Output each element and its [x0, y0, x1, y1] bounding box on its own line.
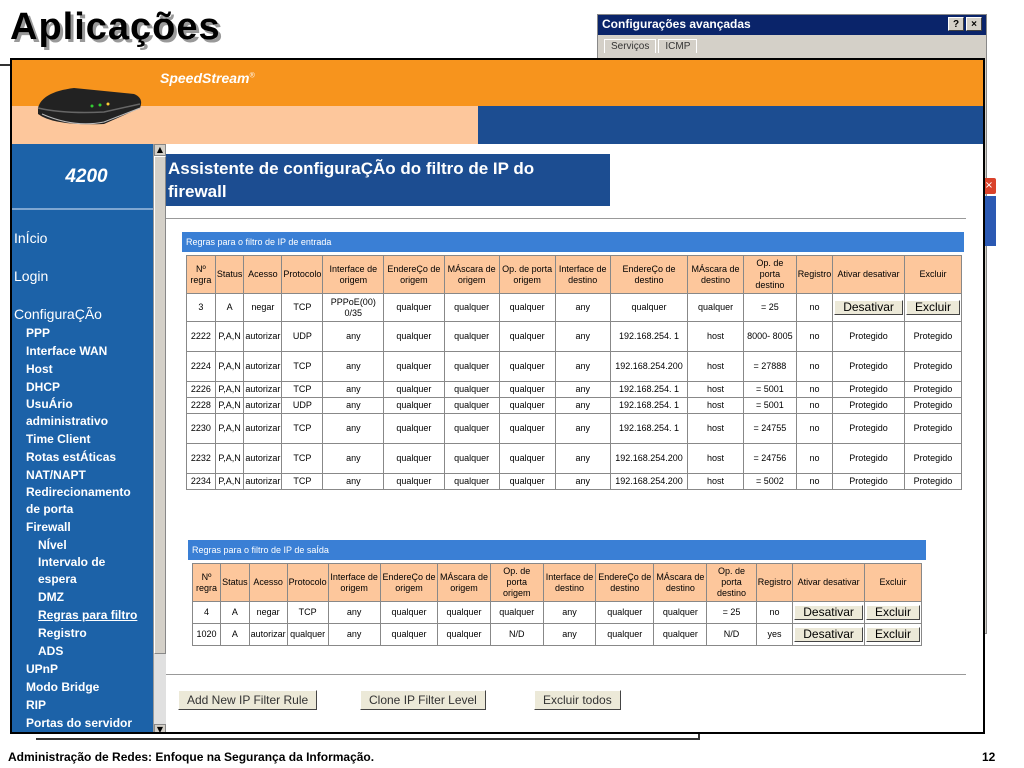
cell-protocolo: TCP [287, 602, 328, 624]
cell-porta-destino: = 5001 [743, 382, 796, 398]
table-row [193, 624, 922, 646]
scroll-up-icon[interactable]: ▲ [154, 144, 166, 156]
cell-status: P,A,N [215, 474, 244, 490]
background-window-edge [984, 196, 996, 246]
cell-protocolo: TCP [282, 294, 323, 322]
table-row [187, 398, 962, 414]
cell-registro: no [796, 352, 833, 382]
column-header-ativar: Ativar desativar [793, 564, 865, 602]
table-row [187, 474, 962, 490]
cell-protocolo: TCP [282, 444, 323, 474]
cell-porta-destino: = 24755 [743, 414, 796, 444]
inbound-rules-table [186, 255, 962, 490]
cell-if-destino: any [555, 352, 610, 382]
column-header-excluir: Excluir [864, 564, 921, 602]
cell-excluir: Protegido [904, 398, 961, 414]
cell-excluir: Protegido [904, 474, 961, 490]
nav-time-client[interactable]: Time Client [26, 432, 91, 446]
column-header-end-origem: EndereÇo de origem [380, 564, 438, 602]
column-header-excluir: Excluir [904, 256, 961, 294]
nav-fw-dmz[interactable]: DMZ [38, 590, 64, 604]
nav-fw-log[interactable]: Registro [38, 626, 87, 640]
table-row [187, 294, 962, 322]
cell-status: A [215, 294, 244, 322]
cell-protocolo: TCP [282, 352, 323, 382]
cell-end-origem: qualquer [384, 352, 444, 382]
scroll-thumb[interactable] [154, 156, 166, 654]
cell-registro: no [796, 322, 833, 352]
cell-end-origem: qualquer [380, 602, 438, 624]
cell-porta-origem: qualquer [499, 352, 555, 382]
nav-fw-level[interactable]: NÍvel [38, 538, 67, 552]
cell-registro: no [796, 382, 833, 398]
cell-if-origem: any [328, 624, 380, 646]
close-icon[interactable]: × [966, 17, 982, 31]
help-icon[interactable]: ? [948, 17, 964, 31]
table-row [193, 602, 922, 624]
cell-if-origem: any [323, 352, 384, 382]
nav-server-ports[interactable]: Portas do servidor [26, 716, 133, 730]
sidebar-scrollbar[interactable] [153, 144, 166, 734]
cell-num: 3 [187, 294, 216, 322]
table-row [187, 382, 962, 398]
cell-num: 2228 [187, 398, 216, 414]
nav-admin-user-2[interactable]: administrativo [26, 414, 109, 428]
cell-ativar: Protegido [833, 382, 905, 398]
sidebar-nav [12, 144, 153, 734]
cell-masc-origem: qualquer [444, 294, 499, 322]
cell-acesso: negar [244, 294, 282, 322]
column-header-status: Status [221, 564, 250, 602]
cell-ativar [793, 602, 865, 624]
cell-excluir: Protegido [904, 414, 961, 444]
cell-status: P,A,N [215, 352, 244, 382]
cell-end-origem: qualquer [384, 474, 444, 490]
cell-registro: no [796, 398, 833, 414]
cell-protocolo: TCP [282, 414, 323, 444]
cell-end-destino: qualquer [596, 624, 654, 646]
cell-porta-origem: qualquer [499, 294, 555, 322]
column-header-masc-destino: MÁscara de destino [688, 256, 744, 294]
brand-logo: SpeedStream® [160, 70, 255, 86]
cell-end-destino: 192.168.254. 1 [610, 382, 687, 398]
nav-nat[interactable]: NAT/NAPT [26, 468, 86, 482]
nav-fw-timeout[interactable]: Intervalo de [38, 555, 106, 569]
cell-masc-origem: qualquer [444, 474, 499, 490]
cell-porta-destino: = 5001 [743, 398, 796, 414]
divider [166, 218, 966, 219]
outbound-rules-table [192, 563, 922, 646]
cell-if-origem: any [323, 444, 384, 474]
cell-masc-origem: qualquer [438, 602, 491, 624]
cell-num: 2232 [187, 444, 216, 474]
table-row [187, 414, 962, 444]
cell-masc-origem: qualquer [444, 398, 499, 414]
cell-masc-origem: qualquer [444, 352, 499, 382]
cell-masc-origem: qualquer [444, 414, 499, 444]
cell-end-origem: qualquer [384, 414, 444, 444]
nav-bridge[interactable]: Modo Bridge [26, 680, 100, 694]
column-header-masc-destino: MÁscara de destino [654, 564, 707, 602]
model-label: 4200 [65, 166, 108, 187]
column-header-porta-destino: Op. de porta destino [743, 256, 796, 294]
cell-protocolo: TCP [282, 382, 323, 398]
router-admin-window [10, 58, 985, 734]
cell-ativar: Protegido [833, 398, 905, 414]
nav-upnp[interactable]: UPnP [26, 662, 59, 676]
nav-port-forward[interactable]: Redirecionamento [26, 485, 131, 499]
cell-if-destino: any [555, 382, 610, 398]
cell-num: 4 [193, 602, 221, 624]
cell-ativar [793, 624, 865, 646]
cell-registro: no [796, 474, 833, 490]
clone-level-button[interactable]: Clone IP Filter Level [360, 690, 486, 710]
cell-porta-destino: 8000- 8005 [743, 322, 796, 352]
cell-if-destino: any [555, 398, 610, 414]
dialog-title: Configurações avançadas [602, 17, 751, 31]
tab-icmp[interactable]: ICMP [658, 39, 697, 53]
cell-ativar [833, 294, 905, 322]
cell-if-origem: any [323, 382, 384, 398]
cell-if-destino: any [555, 322, 610, 352]
deactivate-button[interactable]: Desativar [794, 605, 863, 620]
cell-if-origem: any [323, 474, 384, 490]
cell-acesso: autorizar [244, 398, 282, 414]
cell-if-destino: any [555, 444, 610, 474]
nav-host[interactable]: Host [26, 362, 53, 376]
cell-num: 1020 [193, 624, 221, 646]
page-number: 12 [982, 750, 996, 764]
cell-status: P,A,N [215, 414, 244, 444]
cell-porta-destino: = 5002 [743, 474, 796, 490]
column-header-porta-origem: Op. de porta origem [490, 564, 543, 602]
cell-ativar: Protegido [833, 322, 905, 352]
column-header-protocolo: Protocolo [282, 256, 323, 294]
column-header-end-origem: EndereÇo de origem [384, 256, 444, 294]
nav-inicio[interactable]: InÍcio [14, 230, 48, 246]
column-header-num: Nº regra [187, 256, 216, 294]
column-header-end-destino: EndereÇo de destino [610, 256, 687, 294]
cell-if-origem: any [323, 322, 384, 352]
table-header-row [193, 564, 922, 602]
cell-porta-destino: = 24756 [743, 444, 796, 474]
column-header-registro: Registro [756, 564, 793, 602]
cell-end-destino: 192.168.254.200 [610, 444, 687, 474]
column-header-if-destino: Interface de destino [555, 256, 610, 294]
delete-rule-button[interactable]: Excluir [906, 300, 960, 315]
cell-excluir: Protegido [904, 382, 961, 398]
cell-porta-destino: = 25 [743, 294, 796, 322]
cell-num: 2222 [187, 322, 216, 352]
cell-acesso: autorizar [244, 474, 282, 490]
table-row [187, 352, 962, 382]
cell-excluir [864, 624, 921, 646]
nav-static-routes[interactable]: Rotas estÁticas [26, 450, 117, 464]
cell-end-origem: qualquer [384, 444, 444, 474]
cell-masc-destino: qualquer [654, 624, 707, 646]
cell-end-origem: qualquer [380, 624, 438, 646]
cell-end-origem: qualquer [384, 294, 444, 322]
cell-ativar: Protegido [833, 474, 905, 490]
divider [166, 674, 966, 675]
red-close-icon[interactable]: × [982, 178, 996, 194]
cell-ativar: Protegido [833, 352, 905, 382]
table-row [187, 444, 962, 474]
column-header-if-destino: Interface de destino [543, 564, 596, 602]
cell-num: 2230 [187, 414, 216, 444]
outbound-section-header: Regras para o filtro de IP de saÍda [188, 540, 926, 560]
add-rule-button[interactable]: Add New IP Filter Rule [178, 690, 317, 710]
cell-status: P,A,N [215, 322, 244, 352]
cell-registro: no [796, 444, 833, 474]
delete-rule-button[interactable]: Excluir [866, 627, 920, 642]
cell-masc-destino: host [688, 398, 744, 414]
tab-services[interactable]: Serviços [604, 39, 656, 53]
cell-if-destino: any [543, 624, 596, 646]
sidebar [12, 144, 153, 734]
scroll-down-icon[interactable]: ▼ [154, 724, 166, 734]
column-header-porta-origem: Op. de porta origem [499, 256, 555, 294]
cell-if-origem: any [323, 398, 384, 414]
cell-porta-origem: qualquer [499, 414, 555, 444]
cell-end-destino: qualquer [596, 602, 654, 624]
cell-excluir [904, 294, 961, 322]
cell-porta-origem: qualquer [490, 602, 543, 624]
column-header-num: Nº regra [193, 564, 221, 602]
slide-title: Aplicações [10, 6, 221, 48]
cell-porta-origem: qualquer [499, 398, 555, 414]
table-header-row [187, 256, 962, 294]
cell-end-origem: qualquer [384, 398, 444, 414]
cell-status: A [221, 624, 250, 646]
nav-admin-user[interactable]: UsuÁrio [26, 397, 73, 411]
cell-num: 2226 [187, 382, 216, 398]
column-header-protocolo: Protocolo [287, 564, 328, 602]
table-row [187, 322, 962, 352]
cell-protocolo: UDP [282, 322, 323, 352]
cell-status: P,A,N [215, 444, 244, 474]
cell-masc-origem: qualquer [438, 624, 491, 646]
cell-if-destino: any [555, 474, 610, 490]
column-header-registro: Registro [796, 256, 833, 294]
column-header-ativar: Ativar desativar [833, 256, 905, 294]
cell-if-destino: any [555, 294, 610, 322]
cell-masc-destino: host [688, 444, 744, 474]
cell-masc-destino: host [688, 352, 744, 382]
cell-masc-destino: host [688, 414, 744, 444]
page-title: Assistente de configuraÇÃo do filtro de IP do firewall [166, 154, 610, 206]
nav-login[interactable]: Login [14, 268, 49, 284]
cell-masc-destino: host [688, 322, 744, 352]
cell-masc-destino: host [688, 474, 744, 490]
cell-protocolo: TCP [282, 474, 323, 490]
cell-acesso: autorizar [244, 444, 282, 474]
cell-porta-origem: qualquer [499, 382, 555, 398]
cell-ativar: Protegido [833, 414, 905, 444]
cell-registro: no [756, 602, 793, 624]
cell-masc-origem: qualquer [444, 322, 499, 352]
slide-footer: Administração de Redes: Enfoque na Segurança da Informação. [8, 750, 375, 764]
column-header-acesso: Acesso [244, 256, 282, 294]
cell-acesso: negar [249, 602, 287, 624]
inbound-section-header: Regras para o filtro de IP de entrada [182, 232, 964, 252]
nav-port-forward-2[interactable]: de porta [26, 502, 74, 516]
cell-excluir: Protegido [904, 444, 961, 474]
cell-status: A [221, 602, 250, 624]
cell-porta-origem: qualquer [499, 322, 555, 352]
cell-protocolo: qualquer [287, 624, 328, 646]
cell-masc-origem: qualquer [444, 382, 499, 398]
cell-acesso: autorizar [249, 624, 287, 646]
column-header-end-destino: EndereÇo de destino [596, 564, 654, 602]
cell-porta-origem: qualquer [499, 444, 555, 474]
nav-fw-timeout-2[interactable]: espera [38, 572, 77, 586]
decor-line [36, 738, 700, 740]
cell-if-destino: any [543, 602, 596, 624]
cell-acesso: autorizar [244, 414, 282, 444]
column-header-if-origem: Interface de origem [323, 256, 384, 294]
cell-excluir [864, 602, 921, 624]
header-blue-bar [478, 106, 983, 144]
nav-firewall[interactable]: Firewall [26, 520, 71, 534]
cell-end-destino: 192.168.254. 1 [610, 322, 687, 352]
dialog-titlebar [598, 15, 986, 35]
cell-if-origem: PPPoE(00) 0/35 [323, 294, 384, 322]
cell-status: P,A,N [215, 398, 244, 414]
cell-end-destino: 192.168.254. 1 [610, 398, 687, 414]
cell-end-destino: 192.168.254.200 [610, 474, 687, 490]
cell-end-origem: qualquer [384, 382, 444, 398]
cell-masc-destino: qualquer [688, 294, 744, 322]
cell-porta-origem: qualquer [499, 474, 555, 490]
cell-if-origem: any [328, 602, 380, 624]
cell-registro: no [796, 294, 833, 322]
cell-end-destino: qualquer [610, 294, 687, 322]
header-banner [12, 60, 983, 106]
nav-fw-filter-rules[interactable]: Regras para filtro [38, 608, 138, 622]
delete-all-button[interactable]: Excluir todos [534, 690, 621, 710]
cell-num: 2224 [187, 352, 216, 382]
cell-end-destino: 192.168.254.200 [610, 352, 687, 382]
modem-icon [34, 74, 146, 130]
cell-porta-destino: = 27888 [743, 352, 796, 382]
cell-excluir: Protegido [904, 322, 961, 352]
nav-wan[interactable]: Interface WAN [26, 344, 108, 358]
column-header-acesso: Acesso [249, 564, 287, 602]
cell-porta-destino: = 25 [707, 602, 756, 624]
cell-if-destino: any [555, 414, 610, 444]
deactivate-button[interactable]: Desativar [834, 300, 903, 315]
nav-fw-ads[interactable]: ADS [38, 644, 64, 658]
column-header-if-origem: Interface de origem [328, 564, 380, 602]
cell-masc-destino: host [688, 382, 744, 398]
cell-porta-destino: N/D [707, 624, 756, 646]
nav-config[interactable]: ConfiguraÇÃo [14, 306, 102, 322]
column-header-porta-destino: Op. de porta destino [707, 564, 756, 602]
cell-ativar: Protegido [833, 444, 905, 474]
cell-acesso: autorizar [244, 382, 282, 398]
cell-registro: yes [756, 624, 793, 646]
cell-num: 2234 [187, 474, 216, 490]
cell-end-origem: qualquer [384, 322, 444, 352]
cell-protocolo: UDP [282, 398, 323, 414]
main-content [166, 144, 983, 734]
cell-masc-origem: qualquer [444, 444, 499, 474]
cell-registro: no [796, 414, 833, 444]
nav-ppp[interactable]: PPP [26, 326, 51, 340]
cell-acesso: autorizar [244, 322, 282, 352]
cell-status: P,A,N [215, 382, 244, 398]
cell-masc-destino: qualquer [654, 602, 707, 624]
column-header-status: Status [215, 256, 244, 294]
deactivate-button[interactable]: Desativar [794, 627, 863, 642]
cell-acesso: autorizar [244, 352, 282, 382]
cell-porta-origem: N/D [490, 624, 543, 646]
column-header-masc-origem: MÁscara de origem [438, 564, 491, 602]
nav-dhcp[interactable]: DHCP [26, 380, 61, 394]
delete-rule-button[interactable]: Excluir [866, 605, 920, 620]
cell-end-destino: 192.168.254. 1 [610, 414, 687, 444]
column-header-masc-origem: MÁscara de origem [444, 256, 499, 294]
cell-if-origem: any [323, 414, 384, 444]
nav-rip[interactable]: RIP [26, 698, 47, 712]
cell-excluir: Protegido [904, 352, 961, 382]
